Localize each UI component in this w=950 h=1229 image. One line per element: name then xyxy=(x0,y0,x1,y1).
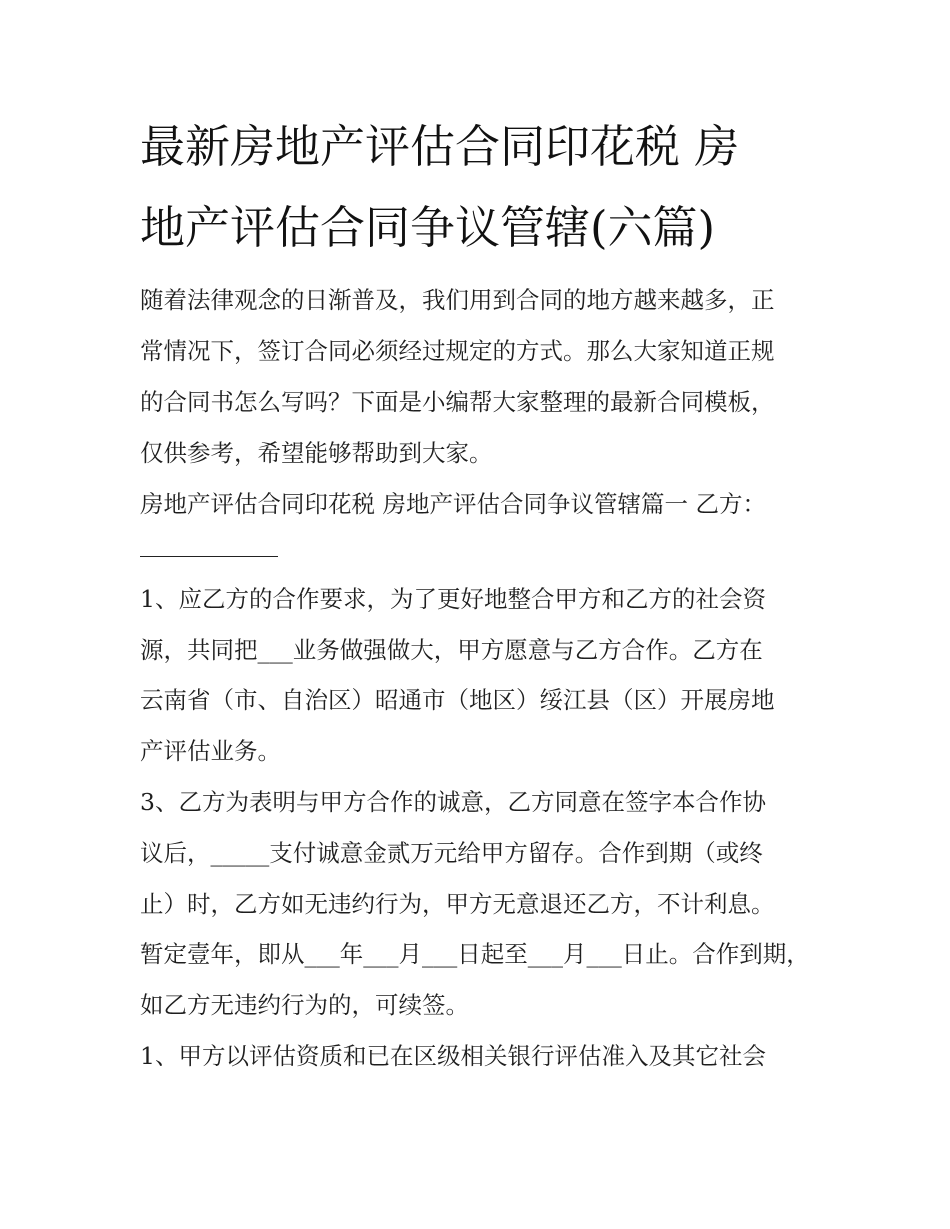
clause-last-line: 1、甲方以评估资质和已在区级相关银行评估准入及其它社会 xyxy=(140,1042,766,1070)
document-title-line-1: 最新房地产评估合同印花税 房 xyxy=(140,120,740,173)
clause1-line-3: 云南省（市、自治区）昭通市（地区）绥江县（区）开展房地 xyxy=(140,686,775,714)
clause1-line-2: 源，共同把___业务做强做大，甲方愿意与乙方合作。乙方在 xyxy=(140,636,763,664)
document-title-line-2: 地产评估合同争议管辖(六篇) xyxy=(140,201,716,254)
clause3-line-2: 议后，_____支付诚意金贰万元给甲方留存。合作到期（或终 xyxy=(140,839,763,867)
clause1-line-4: 产评估业务。 xyxy=(140,737,281,765)
clause3-line-3: 止）时，乙方如无违约行为，甲方无意退还乙方，不计利息。 xyxy=(140,890,775,918)
intro-line-2: 常情况下，签订合同必须经过规定的方式。那么大家知道正规 xyxy=(140,337,775,365)
intro-line-3: 的合同书怎么写吗？下面是小编帮大家整理的最新合同模板， xyxy=(140,388,775,416)
intro-line-4: 仅供参考，希望能够帮助到大家。 xyxy=(140,439,493,467)
clause3-line-5: 如乙方无违约行为的，可续签。 xyxy=(140,991,469,1019)
clause1-line-1: 1、应乙方的合作要求，为了更好地整合甲方和乙方的社会资 xyxy=(140,585,766,613)
clause3-line-1: 3、乙方为表明与甲方合作的诚意，乙方同意在签字本合作协 xyxy=(140,788,766,816)
intro-line-1: 随着法律观念的日渐普及，我们用到合同的地方越来越多，正 xyxy=(140,286,775,314)
signature-blank-line xyxy=(140,556,278,557)
section-heading: 房地产评估合同印花税 房地产评估合同争议管辖篇一 乙方： xyxy=(140,490,766,518)
clause3-line-4: 暂定壹年，即从___年___月___日起至___月___日止。合作到期， xyxy=(140,940,810,968)
